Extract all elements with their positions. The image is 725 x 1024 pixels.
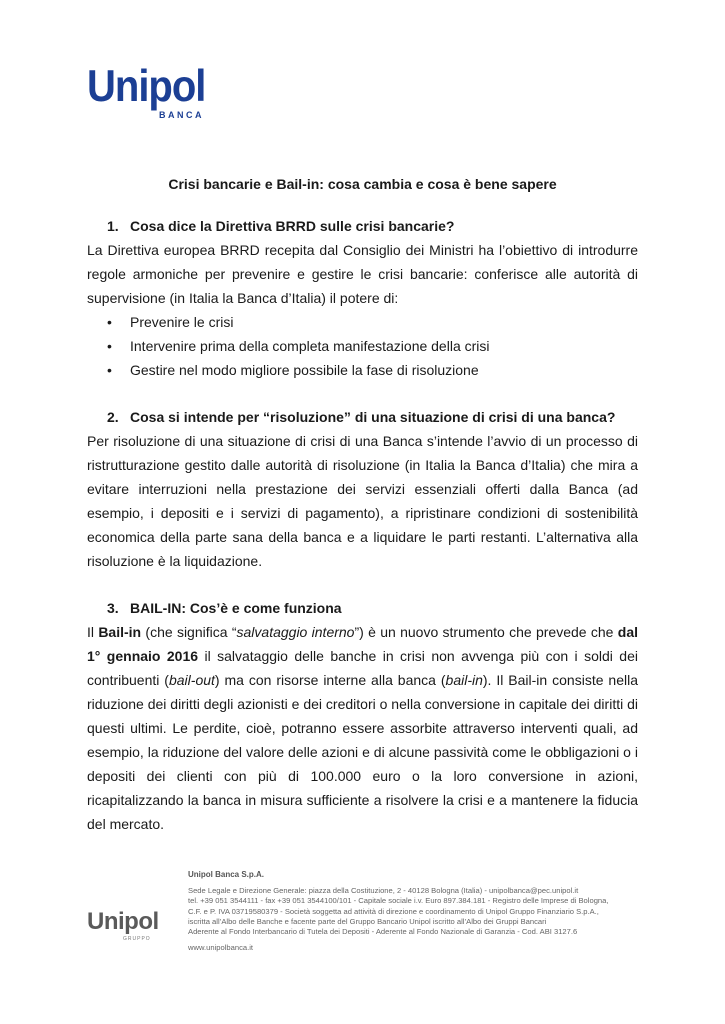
bullet-icon: • bbox=[107, 314, 112, 330]
footer-logo bbox=[87, 908, 159, 942]
text-run: (che significa “ bbox=[141, 624, 237, 640]
footer-logo-wordmark: Unipol bbox=[87, 908, 159, 935]
section-1 bbox=[87, 214, 638, 382]
section-paragraph: La Direttiva europea BRRD recepita dal Consiglio dei Ministri ha l’obiettivo di introdurre regole armoniche per prevenire e gestire le crisi bancarie: conferisce alle autorità di supervisione (in Italia la Banca d’Italia) il potere di: bbox=[87, 242, 638, 306]
page-footer bbox=[0, 862, 725, 972]
footer-website-link[interactable]: www.unipolbanca.it bbox=[188, 943, 254, 953]
document-body bbox=[87, 176, 638, 859]
section-number: 3. bbox=[107, 600, 119, 616]
text-run: ) ma con risorse interne alla banca ( bbox=[214, 672, 446, 688]
text-run: il salvataggio delle banche in crisi non avvenga più con i soldi dei contribuenti ( bbox=[87, 648, 638, 688]
bullet-list bbox=[87, 310, 638, 382]
text-run: ”) è un nuovo strumento che prevede che bbox=[354, 624, 618, 640]
bold-term: Bail-in bbox=[98, 624, 142, 640]
italic-term: salvataggio interno bbox=[236, 624, 355, 640]
section-number: 1. bbox=[107, 218, 119, 234]
footer-logo-subtitle: GRUPPO bbox=[123, 936, 151, 942]
page-title: Crisi bancarie e Bail-in: cosa cambia e cosa è bene sapere bbox=[168, 176, 557, 192]
logo-subtitle: BANCA bbox=[159, 110, 204, 120]
text-run: ). Il Bail-in consiste nella riduzione dei diritti degli azionisti e dei creditori o nella conversione in capitale dei diritti di questi ultimi. Le perdite, cioè, potranno essere assorbite attraverso interventi quali, ad esempio, la riduzione del valore delle azioni e di alcune passività come le obbligazioni o i depositi dei clienti con più di 100.000 euro o la loro conversione in azioni, ricapitalizzando la banca in misura sufficiente a risolvere la crisi e a mantenere la fiducia del mercato. bbox=[87, 672, 639, 832]
section-heading-text: Cosa si intende per “risoluzione” di una situazione di crisi di una banca? bbox=[130, 409, 616, 425]
section-paragraph: Per risoluzione di una situazione di crisi di una Banca s’intende l’avvio di un processo di ristrutturazione gestito dalle autorità di risoluzione (in Italia la Banca d’Italia) che mira a evitare interruzioni nella prestazione dei servizi essenziali offerti dalla Banca (ad esempio, i depositi e i servizi di pagamento), a ripristinare condizioni di sostenibilità economica della parte sana della banca e a liquidare le parti restanti. L’alternativa alla risoluzione è la liquidazione. bbox=[87, 433, 638, 569]
section-3 bbox=[87, 596, 638, 836]
footer-line: Aderente al Fondo Interbancario di Tutela dei Depositi - Aderente al Fondo Nazionale di Garanzia - Cod. ABI 3127.6 bbox=[188, 927, 578, 937]
footer-line: C.F. e P. IVA 03719580379 - Società soggetta ad attività di direzione e coordinamento di Unipol Gruppo Finanziario S.p.A., bbox=[188, 906, 599, 916]
section-2 bbox=[87, 405, 638, 573]
section-heading bbox=[87, 405, 638, 429]
list-item-text: Gestire nel modo migliore possibile la fase di risoluzione bbox=[130, 362, 479, 378]
list-item-text: Prevenire le crisi bbox=[130, 314, 234, 330]
logo-wordmark: Unipol bbox=[87, 61, 206, 112]
section-heading bbox=[87, 214, 638, 238]
list-item bbox=[87, 358, 638, 382]
bold-date: dal 1° gennaio 2016 bbox=[87, 624, 638, 664]
footer-line: Sede Legale e Direzione Generale: piazza della Costituzione, 2 - 40128 Bologna (Italia) - unipolbanca@pec.unipol.it bbox=[188, 886, 579, 896]
bullet-icon: • bbox=[107, 338, 112, 354]
footer-line: tel. +39 051 3544111 - fax +39 051 3544100/101 - Capitale sociale i.v. Euro 897.384.181 - Registro delle Imprese di Bologna, bbox=[188, 896, 609, 906]
footer-company-name: Unipol Banca S.p.A. bbox=[188, 870, 265, 879]
bullet-icon: • bbox=[107, 362, 112, 378]
italic-term: bail-out bbox=[168, 672, 215, 688]
section-heading bbox=[87, 596, 638, 620]
section-number: 2. bbox=[107, 409, 119, 425]
list-item bbox=[87, 334, 638, 358]
text-run: Il bbox=[87, 624, 99, 640]
unipol-banca-logo bbox=[87, 61, 207, 124]
list-item-text: Intervenire prima della completa manifestazione della crisi bbox=[130, 338, 490, 354]
section-heading-text: Cosa dice la Direttiva BRRD sulle crisi bancarie? bbox=[130, 218, 455, 234]
section-paragraph bbox=[87, 620, 638, 836]
footer-legal-text bbox=[188, 870, 618, 953]
section-heading-text: BAIL-IN: Cos’è e come funziona bbox=[130, 600, 342, 616]
list-item bbox=[87, 310, 638, 334]
italic-term: bail-in bbox=[445, 672, 483, 688]
footer-line: iscritta all’Albo delle Banche e facente parte del Gruppo Bancario Unipol iscritto all’Albo dei Gruppi Bancari bbox=[188, 916, 547, 926]
